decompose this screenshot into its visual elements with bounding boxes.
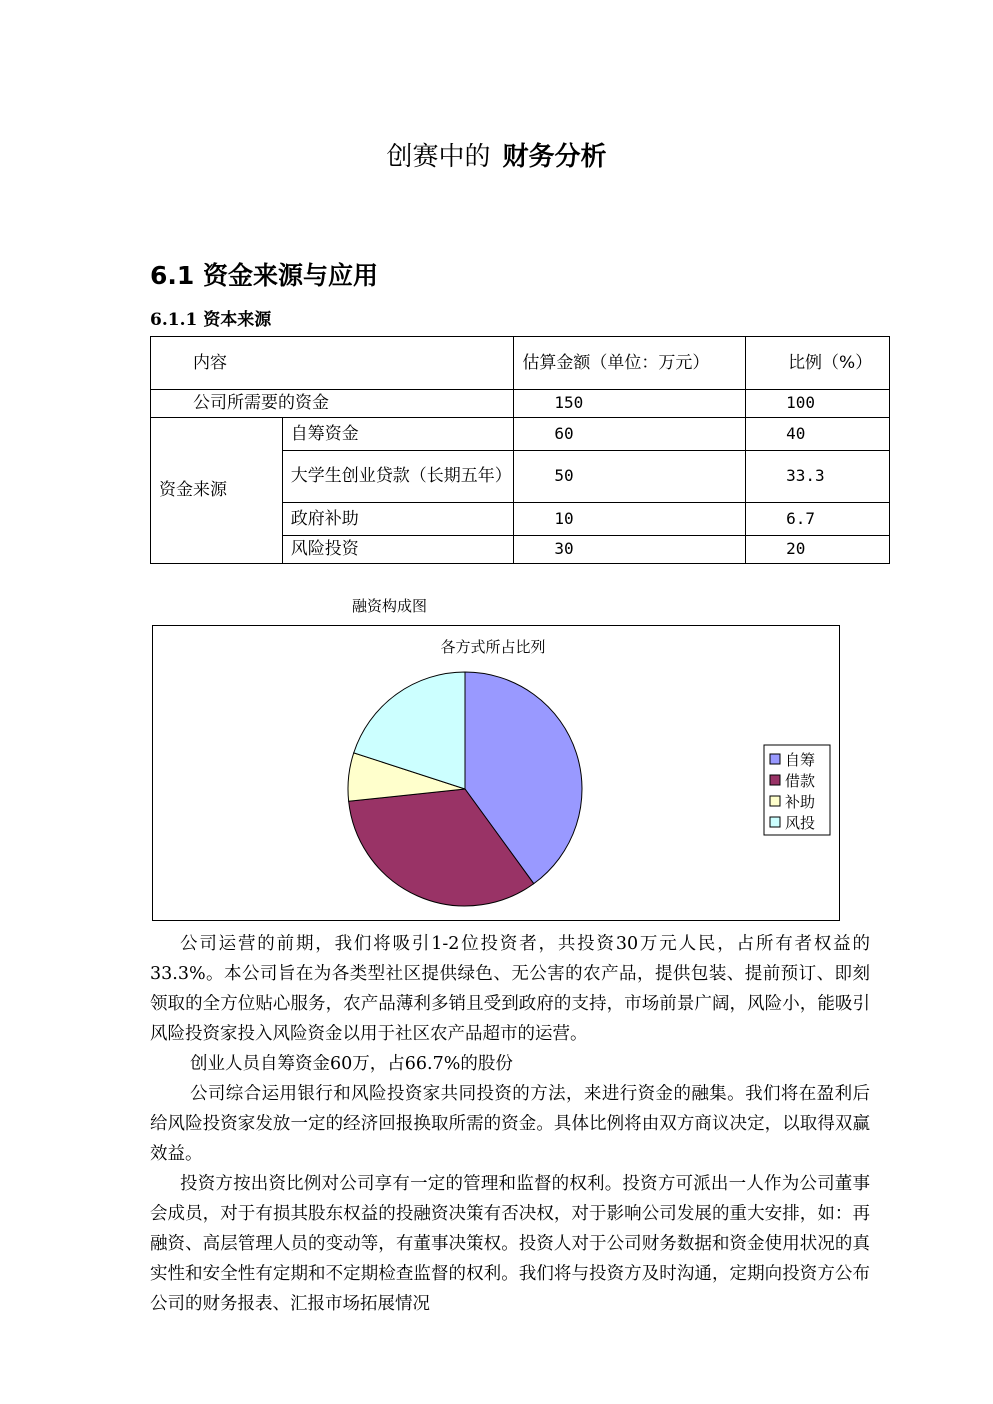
header-ratio: 比例（%） (746, 337, 890, 390)
title-part-1: 创赛中的 (386, 142, 491, 172)
row-label: 大学生创业贷款（长期五年） (282, 451, 514, 503)
row-amount: 60 (514, 418, 746, 451)
legend-label: 自筹 (785, 751, 816, 769)
total-amount: 150 (514, 390, 746, 418)
legend-label: 风投 (785, 814, 816, 832)
total-ratio: 100 (746, 390, 890, 418)
pie-slices (348, 672, 582, 906)
row-amount: 10 (514, 503, 746, 536)
row-ratio: 6.7 (746, 503, 890, 536)
legend-label: 借款 (785, 772, 816, 790)
chart-title: 各方式所占比列 (440, 638, 546, 656)
row-ratio: 20 (746, 536, 890, 564)
section-heading: 6.1 资金来源与应用 (150, 261, 378, 290)
header-content: 内容 (151, 337, 514, 390)
total-label: 公司所需要的资金 (151, 390, 514, 418)
row-label: 自筹资金 (282, 418, 514, 451)
header-amount: 估算金额（单位：万元） (514, 337, 746, 390)
legend-label: 补助 (785, 793, 816, 811)
chart-caption: 融资构成图 (352, 597, 428, 615)
legend-swatch (770, 775, 780, 785)
row-amount: 50 (514, 451, 746, 503)
subsection-heading: 6.1.1 资本来源 (150, 310, 272, 330)
paragraph: 公司运营的前期，我们将吸引1-2位投资者，共投资30万元人民，占所有者权益的33.3%。本公司旨在为各类型社区提供绿色、无公害的农产品，提供包装、提前预订、即刻领取的全方位贴心服务，农产品薄利多销且受到政府的支持，市场前景广阔，风险小，能吸引风险投资家投入风险资金以用于社区农产品超市的运营。 (150, 934, 870, 1044)
chart-legend (764, 745, 830, 835)
table-header-row (151, 337, 890, 390)
row-label: 风险投资 (282, 536, 514, 564)
pie-chart (152, 625, 840, 921)
paragraph: 创业人员自筹资金60万，占66.7%的股份 (190, 1054, 513, 1074)
document-title (0, 136, 993, 173)
legend-swatch (770, 754, 780, 764)
row-amount: 30 (514, 536, 746, 564)
table-row (151, 418, 890, 451)
body-text (150, 929, 870, 1319)
row-ratio: 33.3 (746, 451, 890, 503)
group-label: 资金来源 (151, 418, 283, 564)
legend-swatch (770, 817, 780, 827)
paragraph: 投资方按出资比例对公司享有一定的管理和监督的权利。投资方可派出一人作为公司董事会成员，对于有损其股东权益的投融资决策有否决权，对于影响公司发展的重大安排，如：再融资、高层管理人员的变动等，有董事决策权。投资人对于公司财务数据和资金使用状况的真实性和安全性有定期和不定期检查监督的权利。我们将与投资方及时沟通，定期向投资方公布公司的财务报表、汇报市场拓展情况 (150, 1174, 870, 1314)
capital-source-table (150, 336, 890, 564)
row-ratio: 40 (746, 418, 890, 451)
legend-swatch (770, 796, 780, 806)
table-row-total (151, 390, 890, 418)
paragraph: 公司综合运用银行和风险投资家共同投资的方法，来进行资金的融集。我们将在盈利后给风险投资家发放一定的经济回报换取所需的资金。具体比例将由双方商议决定，以取得双赢效益。 (150, 1084, 870, 1164)
pie-chart-canvas (153, 626, 839, 920)
title-part-2: 财务分析 (502, 142, 607, 172)
row-label: 政府补助 (282, 503, 514, 536)
